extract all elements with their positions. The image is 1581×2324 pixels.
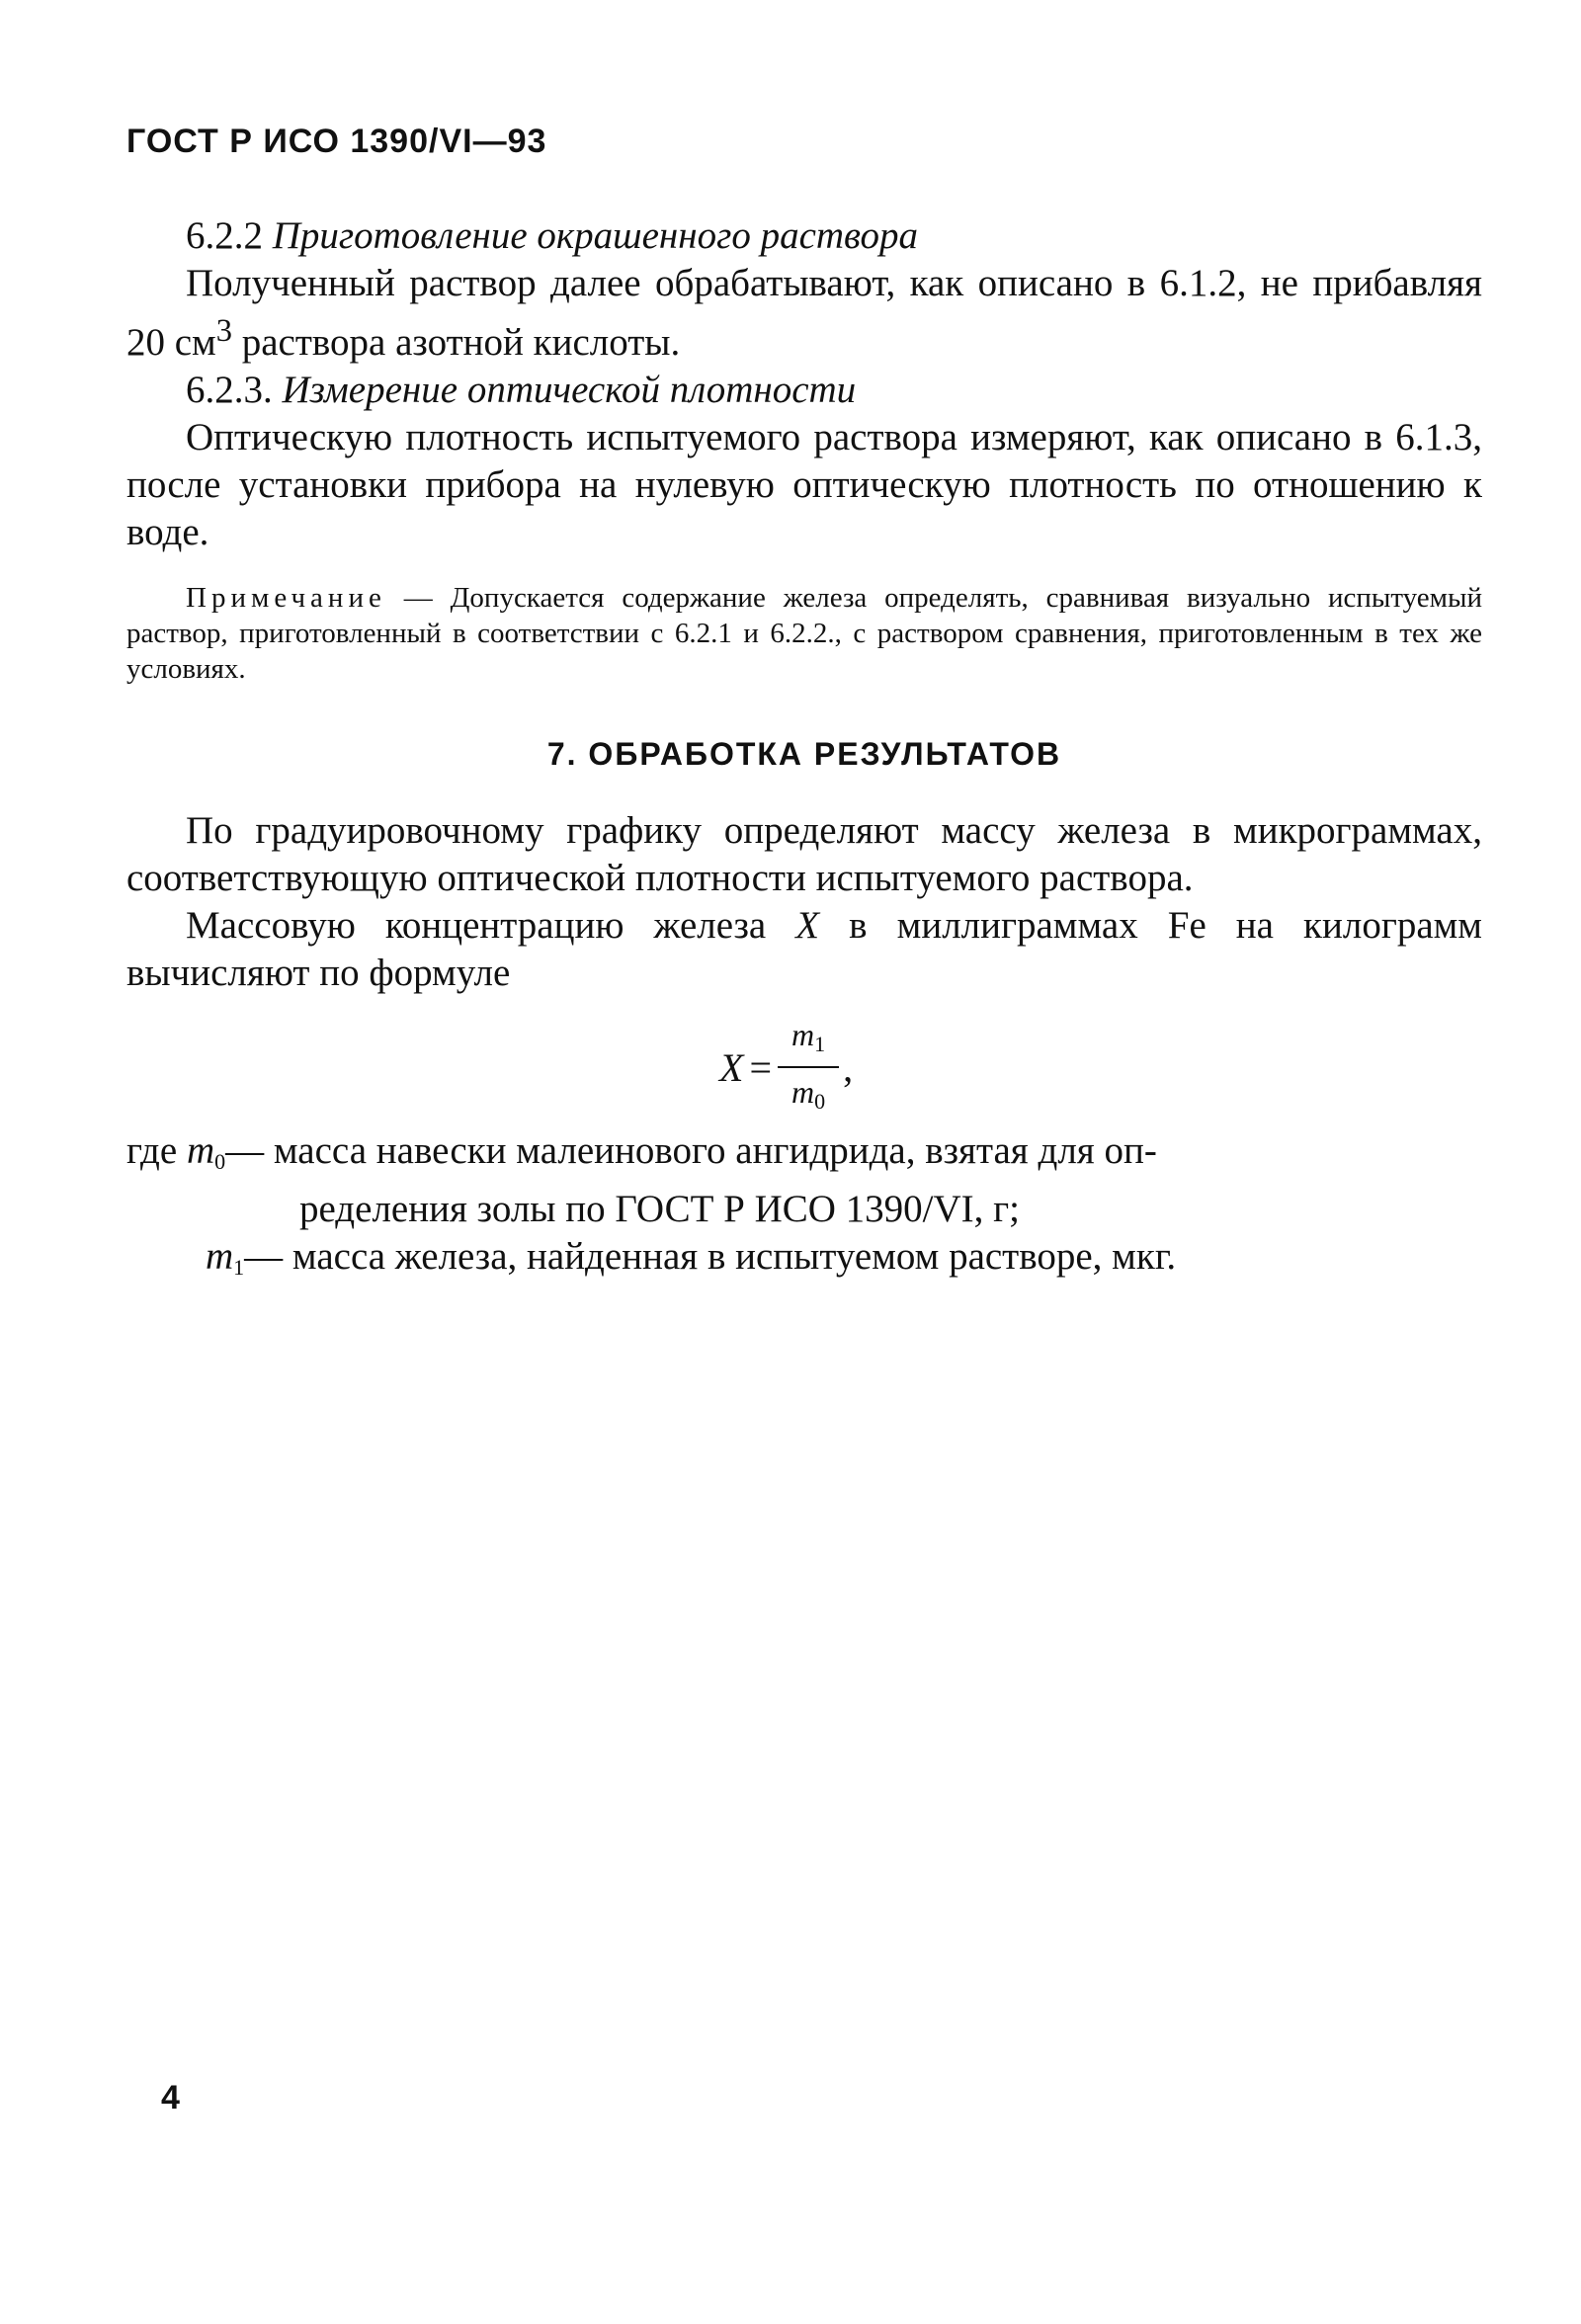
note-text: — Допускается содержание железа определять, сравнивая визуально испытуемый раствор, приготовленный в соответствии с 6.2.1 и 6.2.2., с раствором сравнения, приготовленным в тех же условиях. xyxy=(126,582,1482,685)
formula-lhs: X xyxy=(719,1045,744,1090)
legend-lead: где m0 xyxy=(126,1129,226,1174)
fraction-denominator: m0 xyxy=(791,1074,826,1114)
subsection-title: Измерение оптической плотности xyxy=(282,369,857,411)
legend-desc: — масса железа, найденная в испытуемом растворе, мкг. xyxy=(244,1235,1177,1278)
document-header: ГОСТ Р ИСО 1390/VI—93 xyxy=(126,123,547,160)
legend-item-m1 xyxy=(126,1233,1482,1291)
formula-block xyxy=(126,1005,1482,1123)
subsection-title: Приготовление окрашенного раствора xyxy=(272,214,918,257)
paragraph-text: Массовую концентрацию железа xyxy=(186,904,796,947)
variable-x: X xyxy=(795,904,820,947)
formula-equals: = xyxy=(749,1045,772,1090)
formula-legend xyxy=(126,1127,1482,1291)
paragraph-text: в миллиграммах Fe на килограмм вычисляют по формуле xyxy=(126,904,1482,994)
superscript: 3 xyxy=(215,313,232,349)
formula-fraction xyxy=(778,1015,839,1121)
subsection-heading-6-2-2 xyxy=(126,212,1482,260)
paragraph-6-2-2 xyxy=(126,260,1482,367)
legend-item-m0 xyxy=(126,1127,1482,1186)
note-paragraph xyxy=(126,580,1482,687)
formula xyxy=(719,1015,853,1121)
paragraph-text: раствора азотной кислоты. xyxy=(232,321,681,364)
legend-desc: — масса навески малеинового ангидрида, взятая для оп- xyxy=(225,1129,1157,1172)
subsection-number: 6.2.2 xyxy=(186,214,263,257)
section-heading-7: 7. ОБРАБОТКА РЕЗУЛЬТАТОВ xyxy=(546,736,1062,772)
legend-lead: m1 xyxy=(206,1235,245,1280)
page-number: 4 xyxy=(161,2079,180,2116)
paragraph-6-2-3: Оптическую плотность испытуемого раствора измеряют, как описано в 6.1.3, после установки прибора на нулевую оптическую плотность по отношению к воде. xyxy=(126,416,1482,553)
paragraph-7-2 xyxy=(126,902,1482,997)
paragraph-7-1: По градуировочному графику определяют массу железа в микрограммах, соответствующую оптической плотности испытуемого раствора. xyxy=(126,809,1482,899)
subsection-heading-6-2-3 xyxy=(126,367,1482,414)
legend-item-m0-continuation: ределения золы по ГОСТ Р ИСО 1390/VI, г; xyxy=(299,1188,1021,1230)
note-label: Примечание xyxy=(186,582,386,614)
fraction-numerator: m1 xyxy=(778,1015,839,1068)
formula-comma: , xyxy=(843,1045,854,1090)
document-body xyxy=(126,212,1482,1291)
paragraph-text: Полученный раствор далее обрабатывают, как описано в 6.1.2, не прибавляя 20 см xyxy=(126,262,1482,364)
subsection-number: 6.2.3. xyxy=(186,369,273,411)
